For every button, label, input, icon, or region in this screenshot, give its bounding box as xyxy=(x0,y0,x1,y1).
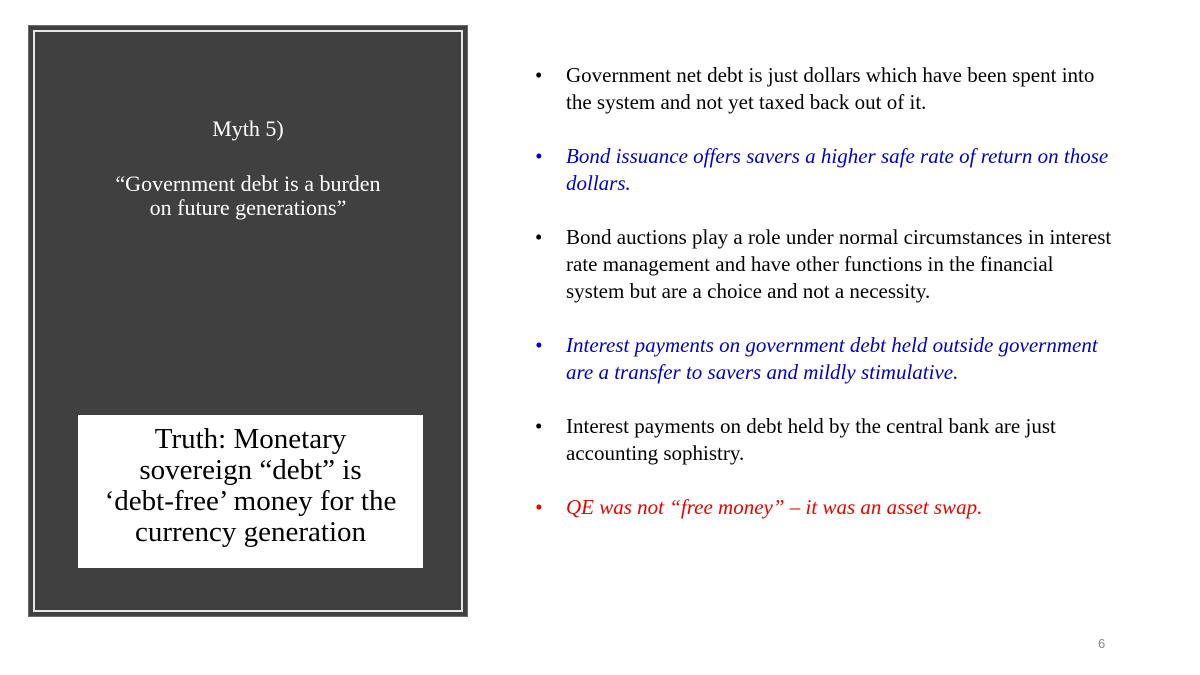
bullet-text: Government net debt is just dollars which have been spent into the system and not yet taxed back out of it. xyxy=(566,63,1095,114)
myth-number: Myth 5) xyxy=(212,116,284,141)
bullet-item-interest-outside xyxy=(535,332,1115,386)
bullet-text: Bond auctions play a role under normal circumstances in interest rate management and have other functions in the financial system but are a choice and not a necessity. xyxy=(566,225,1112,303)
bullet-marker: • xyxy=(535,414,543,438)
myth-quote xyxy=(65,172,431,220)
bullet-item-qe xyxy=(535,494,1115,521)
bullet-marker: • xyxy=(535,333,543,357)
truth-line-3: ‘debt-free’ money for the xyxy=(104,485,397,517)
myth-quote-line-1: “Government debt is a burden xyxy=(115,171,381,196)
page-number: 6 xyxy=(1098,636,1106,651)
bullet-text: Interest payments on government debt held outside government are a transfer to savers and mildly stimulative. xyxy=(566,333,1098,384)
bullet-text: Bond issuance offers savers a higher safe rate of return on those dollars. xyxy=(566,144,1109,195)
bullet-marker: • xyxy=(535,225,543,249)
bullet-list xyxy=(535,62,1115,548)
bullet-item-interest-central-bank xyxy=(535,413,1115,467)
truth-box xyxy=(78,415,423,568)
myth-panel-border xyxy=(33,30,463,612)
truth-line-1: Truth: Monetary xyxy=(154,423,347,455)
bullet-item-net-debt xyxy=(535,62,1115,116)
myth-panel xyxy=(28,25,468,617)
truth-line-4: currency generation xyxy=(134,516,367,548)
bullet-item-bond-auctions xyxy=(535,224,1115,305)
bullet-marker: • xyxy=(535,63,543,87)
bullet-text: QE was not “free money” – it was an asset swap. xyxy=(566,495,983,519)
bullet-item-bond-issuance xyxy=(535,143,1115,197)
truth-line-2: sovereign “debt” is xyxy=(139,454,362,486)
bullet-marker: • xyxy=(535,495,543,519)
bullet-marker: • xyxy=(535,144,543,168)
myth-quote-line-2: on future generations” xyxy=(149,195,347,220)
bullet-text: Interest payments on debt held by the central bank are just accounting sophistry. xyxy=(566,414,1056,465)
